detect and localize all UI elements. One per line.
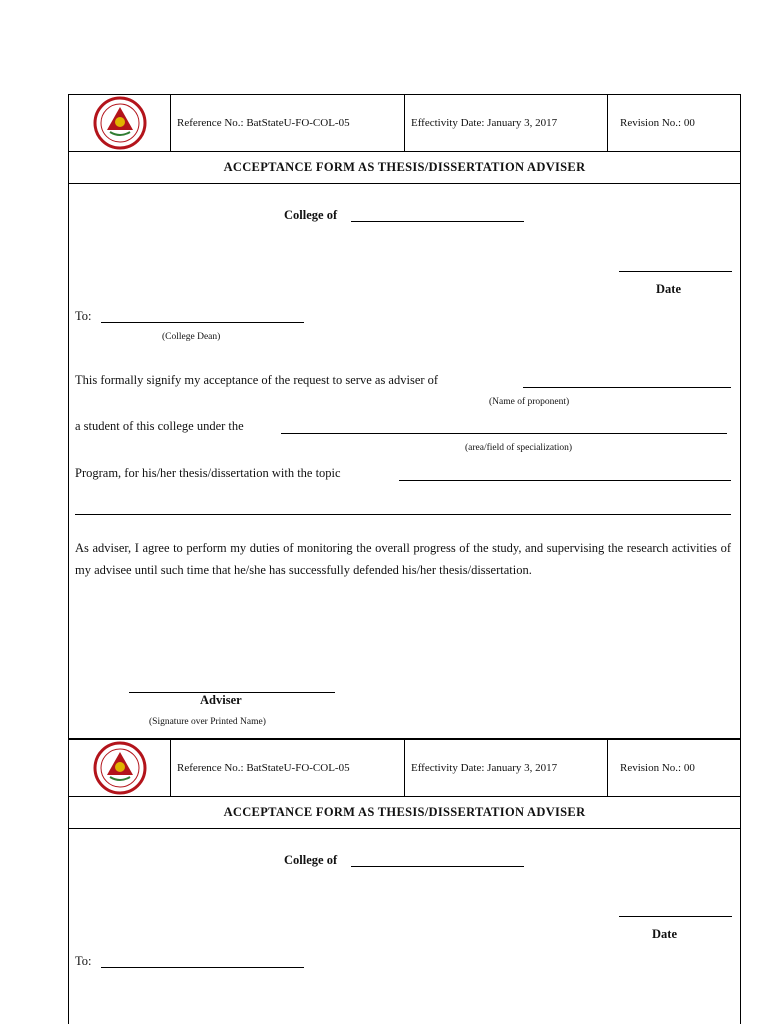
form-header [69,739,740,797]
duties-paragraph: As adviser, I agree to perform my duties of monitoring the overall progress of the study, and supervising the research activities of my advisee until such time that he/she has successfully defended his/her thesis/dissertation. [75,541,731,577]
date-field[interactable] [619,916,732,917]
adviser-label: Adviser [200,693,242,707]
to-label: To: [75,309,92,323]
effectivity-date: Effectivity Date: January 3, 2017 [405,740,608,796]
college-field[interactable] [351,221,524,222]
college-label: College of [284,208,338,222]
form-title: ACCEPTANCE FORM AS THESIS/DISSERTATION ADVISER [69,152,740,184]
revision-number: Revision No.: 00 [620,117,695,129]
date-label: Date [652,927,677,941]
date-label: Date [656,282,681,296]
university-seal-icon [92,96,148,150]
specialization-field[interactable] [281,433,727,434]
topic-field-continued[interactable] [75,514,731,515]
logo-cell [69,740,171,796]
specialization-caption: (area/field of specialization) [465,443,573,453]
acceptance-form [68,94,741,739]
signature-caption: (Signature over Printed Name) [149,717,266,727]
acceptance-form-copy [68,739,741,1024]
topic-field[interactable] [399,480,731,481]
program-text: Program, for his/her thesis/dissertation with the topic [75,466,341,480]
date-field[interactable] [619,271,732,272]
form-header [69,94,740,152]
effectivity-date: Effectivity Date: January 3, 2017 [405,95,608,151]
college-field[interactable] [351,866,524,867]
college-dean-caption: (College Dean) [162,332,221,342]
logo-cell [69,95,171,151]
university-seal-icon [92,741,148,795]
revision-number: Revision No.: 00 [620,762,695,774]
acceptance-text: This formally signify my acceptance of the request to serve as adviser of [75,373,439,387]
college-label: College of [284,853,338,867]
to-label: To: [75,954,92,968]
to-field[interactable] [101,967,304,968]
proponent-caption: (Name of proponent) [489,397,570,407]
proponent-field[interactable] [523,387,731,388]
student-text: a student of this college under the [75,419,244,433]
to-field[interactable] [101,322,304,323]
form-title: ACCEPTANCE FORM AS THESIS/DISSERTATION ADVISER [69,797,740,829]
reference-number: Reference No.: BatStateU-FO-COL-05 [171,95,405,151]
reference-number: Reference No.: BatStateU-FO-COL-05 [171,740,405,796]
